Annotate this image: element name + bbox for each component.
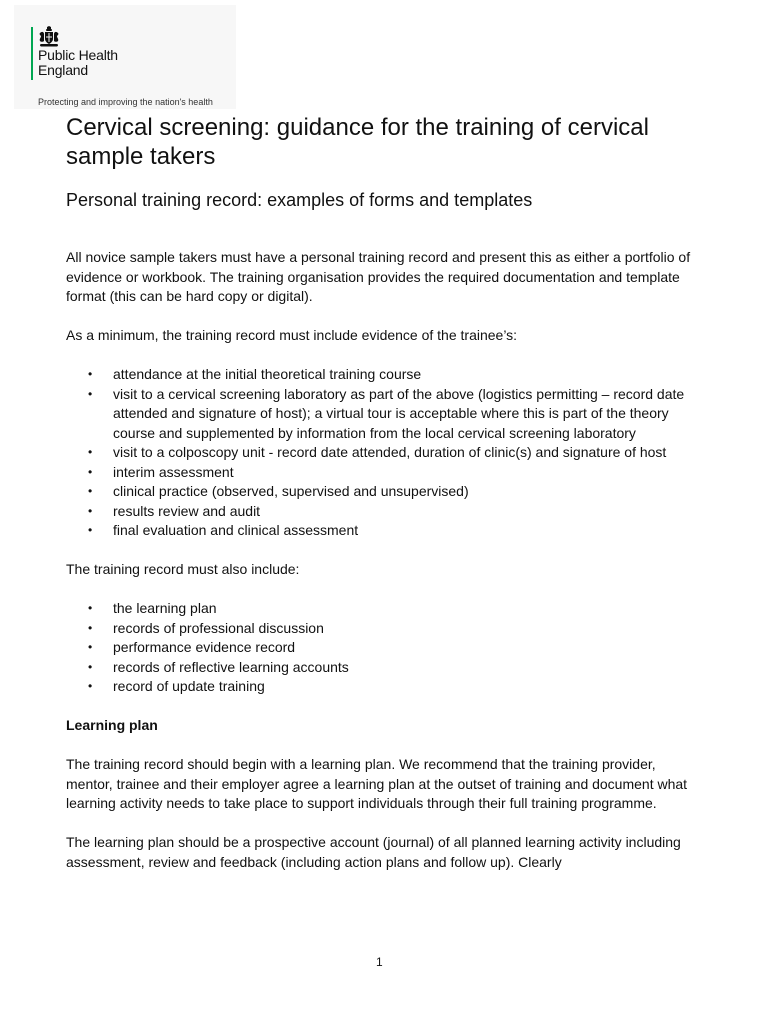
list-item	[88, 482, 706, 502]
also-include-list	[66, 599, 706, 697]
bullet-icon: •	[88, 601, 93, 615]
list-item	[88, 385, 706, 444]
document-subtitle: Personal training record: examples of forms and templates	[66, 190, 533, 210]
bullet-icon: •	[88, 386, 93, 401]
organisation-name: Public Health England	[38, 47, 118, 78]
bullet-icon: •	[88, 464, 93, 479]
bullet-icon: •	[88, 659, 93, 674]
bullet-icon: •	[88, 484, 93, 498]
bullet-icon: •	[88, 640, 93, 654]
document-title: Cervical screening: guidance for the training of cervical sample takers	[66, 114, 649, 170]
bullet-icon: •	[88, 679, 93, 693]
list-item	[88, 443, 706, 463]
list-item	[88, 619, 706, 639]
list-item-text: results review and audit	[113, 502, 261, 519]
learning-plan-paragraph-1: The training record should begin with a learning plan. We recommend that the training provider, mentor, trainee and their employer agree a learning plan at the outset of training and document what learning activity needs to take place to support individuals through their full training programme.	[66, 756, 688, 811]
list-item	[88, 658, 706, 678]
list-item	[88, 463, 706, 483]
list-item-text: records of reflective learning accounts	[113, 658, 349, 675]
list-item	[88, 502, 706, 522]
bullet-icon: •	[88, 367, 93, 381]
strapline: Protecting and improving the nation's health	[38, 97, 213, 107]
list-item-text: record of update training	[113, 678, 265, 694]
list-item-text: the learning plan	[113, 600, 217, 616]
list-item	[88, 599, 706, 619]
list-item-text: final evaluation and clinical assessment	[113, 522, 359, 538]
bullet-icon: •	[88, 620, 93, 635]
list-item	[88, 638, 706, 658]
list-item-text: performance evidence record	[113, 639, 296, 655]
bullet-icon: •	[88, 503, 93, 518]
minimum-requirements-list	[66, 365, 706, 541]
list-item-text: visit to a colposcopy unit - record date attended, duration of clinic(s) and signature of host	[113, 444, 667, 460]
minimum-requirements-intro: As a minimum, the training record must include evidence of the trainee’s:	[66, 327, 518, 343]
also-include-intro: The training record must also include:	[66, 561, 300, 577]
list-item	[88, 677, 706, 697]
learning-plan-paragraph-2: The learning plan should be a prospective account (journal) of all planned learning activity including assessment, review and feedback (including action plans and follow up). Clearly	[66, 834, 681, 870]
list-item-text: clinical practice (observed, supervised and unsupervised)	[113, 483, 469, 499]
learning-plan-heading: Learning plan	[66, 717, 158, 733]
logo-accent-rule	[31, 27, 33, 80]
document-body	[66, 113, 706, 872]
list-item-text: attendance at the initial theoretical training course	[113, 366, 422, 382]
bullet-icon: •	[88, 523, 93, 537]
list-item	[88, 521, 706, 541]
list-item-text: visit to a cervical screening laboratory as part of the above (logistics permitting – record date attended and signature of host); a virtual tour is acceptable where this is part of the theory course and supplemented by information from the local cervical screening laboratory	[113, 385, 685, 441]
list-item-text: interim assessment	[113, 463, 234, 480]
royal-crest-icon	[37, 26, 61, 48]
bullet-icon: •	[88, 445, 93, 459]
list-item-text: records of professional discussion	[113, 619, 324, 636]
intro-paragraph: All novice sample takers must have a personal training record and present this as either a portfolio of evidence or workbook. The training organisation provides the required documentation and template format (this can be hard copy or digital).	[66, 249, 691, 304]
page-number: 1	[376, 955, 383, 969]
list-item	[88, 365, 706, 385]
